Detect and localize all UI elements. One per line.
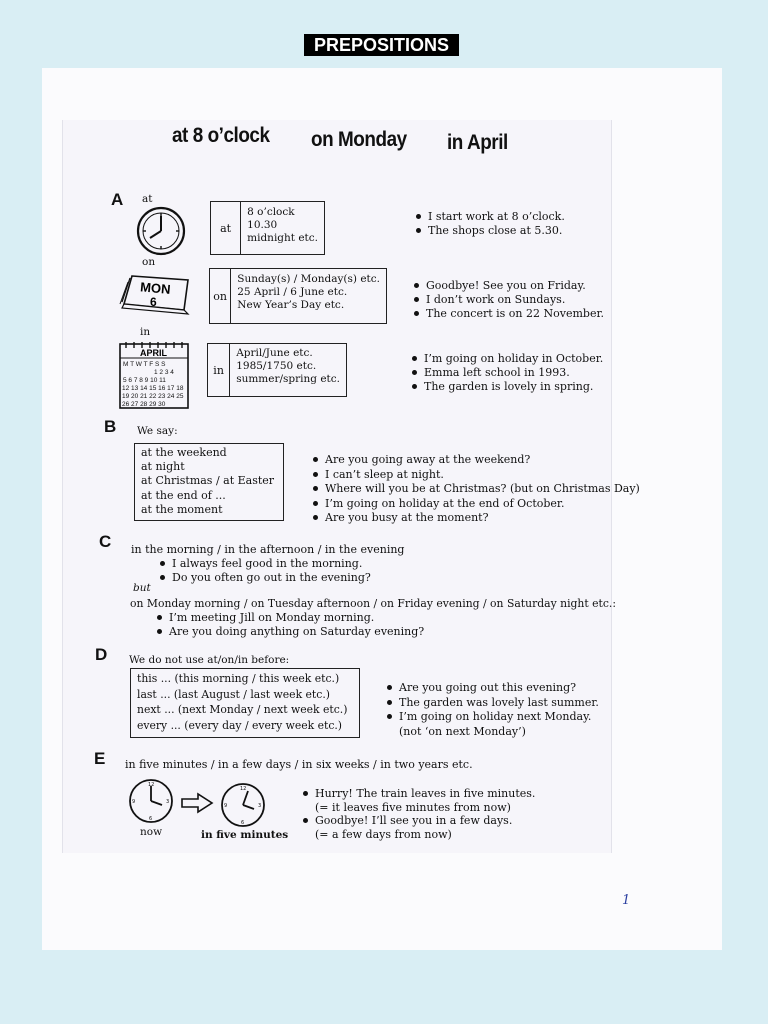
section-d-examples	[387, 681, 599, 739]
section-b-letter: B	[104, 417, 117, 436]
section-d-intro: We do not use at/on/in before:	[129, 654, 290, 666]
example-sentence: Goodbye! I’ll see you in a few days.	[315, 814, 513, 827]
example-sentence: The concert is on 22 November.	[426, 307, 604, 320]
on-box	[209, 268, 387, 324]
at-box	[210, 201, 325, 255]
svg-text:9: 9	[132, 799, 136, 805]
svg-text:12: 12	[148, 782, 155, 788]
day-card-day: MON	[139, 279, 172, 297]
svg-text:6: 6	[149, 816, 153, 822]
svg-text:6: 6	[241, 820, 245, 826]
example-sentence: Do you often go out in the evening?	[172, 571, 371, 584]
box-item: at the end of ...	[141, 488, 226, 502]
on-box-item: 25 April / 6 June etc.	[237, 286, 348, 298]
example-note: (= a few days from now)	[315, 827, 452, 841]
section-d-letter: D	[95, 645, 108, 664]
svg-text:3: 3	[258, 803, 262, 809]
section-c-examples2	[157, 611, 424, 639]
section-d-note: (not ‘on next Monday’)	[399, 724, 526, 738]
clock-now-label: now	[140, 826, 163, 838]
on-box-item: Sunday(s) / Monday(s) etc.	[237, 273, 380, 285]
page-number: 1	[622, 893, 631, 908]
section-b-examples	[313, 453, 640, 526]
box-item: at night	[141, 460, 185, 474]
example-sentence: The garden was lovely last summer.	[399, 695, 599, 709]
in-box-label: in	[208, 344, 230, 396]
example-sentence: I’m going on holiday next Monday.	[399, 710, 592, 723]
svg-text:9: 9	[224, 803, 228, 809]
clock-now-icon	[128, 778, 174, 824]
example-sentence: I’m meeting Jill on Monday morning.	[169, 611, 375, 624]
example-sentence: Goodbye! See you on Friday.	[426, 279, 586, 292]
arrow-right-icon	[180, 792, 214, 814]
box-item: next ... (next Monday / next week etc.)	[137, 703, 348, 716]
svg-text:19 20 21 22 23 24 25: 19 20 21 22 23 24 25	[122, 393, 184, 400]
svg-text:26 27 28 29 30: 26 27 28 29 30	[122, 401, 166, 408]
in-box-item: summer/spring etc.	[236, 373, 340, 385]
calendar-month: APRIL	[140, 348, 167, 358]
example-sentence: I’m going on holiday in October.	[424, 352, 604, 365]
at-box-item: 10.30	[247, 219, 278, 231]
svg-text:12: 12	[240, 786, 247, 792]
icon-label-in: in	[140, 326, 151, 338]
day-card-date: 6	[150, 295, 157, 309]
heading-at: at 8 o’clock	[172, 124, 270, 147]
clock-later-icon	[220, 782, 266, 828]
on-examples	[414, 279, 604, 321]
section-a-letter: A	[111, 190, 124, 209]
example-sentence: Are you busy at the moment?	[325, 511, 489, 524]
at-box-item: midnight etc.	[247, 232, 318, 244]
example-sentence: I can’t sleep at night.	[325, 467, 444, 481]
example-sentence: Hurry! The train leaves in five minutes.	[315, 787, 536, 800]
section-d-box	[130, 668, 360, 738]
example-note: (= it leaves five minutes from now)	[315, 800, 511, 814]
box-item: every ... (every day / every week etc.)	[137, 718, 343, 732]
example-sentence: Emma left school in 1993.	[424, 366, 570, 379]
box-item: last ... (last August / last week etc.)	[137, 687, 330, 701]
in-box-item: April/June etc.	[236, 347, 313, 359]
box-item: at the moment	[141, 502, 223, 516]
section-c-line1: in the morning / in the afternoon / in the evening	[131, 543, 405, 556]
section-c-examples1	[160, 557, 371, 585]
in-box	[207, 343, 347, 397]
svg-text:5 6 7 8 9 10 11: 5 6 7 8 9 10 11	[123, 377, 166, 384]
example-sentence: I always feel good in the morning.	[172, 557, 363, 570]
icon-label-at: at	[142, 193, 153, 205]
svg-text:M T W T F S S: M T W T F S S	[123, 361, 166, 368]
svg-text:1 2 3 4: 1 2 3 4	[154, 369, 174, 376]
at-box-item: 8 o’clock	[247, 206, 295, 218]
example-sentence: I start work at 8 o’clock.	[428, 210, 565, 223]
example-sentence: The shops close at 5.30.	[428, 224, 563, 237]
heading-in: in April	[447, 131, 508, 154]
in-box-item: 1985/1750 etc.	[236, 360, 317, 372]
box-item: at the weekend	[141, 446, 227, 459]
svg-text:3: 3	[166, 799, 170, 805]
box-item: at Christmas / at Easter	[141, 474, 275, 488]
example-sentence: The garden is lovely in spring.	[424, 380, 594, 393]
example-sentence: I’m going on holiday at the end of October.	[325, 496, 565, 510]
calendar-icon	[118, 340, 190, 410]
section-b-intro: We say:	[137, 425, 178, 437]
day-card-icon	[118, 270, 194, 318]
document-title: PREPOSITIONS	[304, 34, 459, 56]
at-examples	[416, 210, 565, 238]
example-sentence: Are you doing anything on Saturday evening?	[169, 625, 425, 638]
section-c-but: but	[133, 582, 151, 594]
example-sentence: Where will you be at Christmas? (but on Christmas Day)	[325, 482, 640, 495]
on-box-item: New Year’s Day etc.	[237, 299, 345, 311]
svg-text:12 13 14 15 16 17 18: 12 13 14 15 16 17 18	[122, 385, 184, 392]
example-sentence: Are you going away at the weekend?	[325, 453, 531, 466]
heading-on: on Monday	[311, 128, 407, 151]
in-examples	[412, 352, 603, 394]
section-e-line: in five minutes / in a few days / in six weeks / in two years etc.	[125, 758, 473, 771]
section-c-line2: on Monday morning / on Tuesday afternoon / on Friday evening / on Saturday night etc.:	[130, 597, 616, 610]
section-e-letter: E	[94, 749, 106, 768]
icon-label-on: on	[142, 256, 156, 268]
on-box-label: on	[210, 269, 231, 323]
box-item: this ... (this morning / this week etc.)	[137, 672, 340, 685]
section-e-examples	[303, 787, 535, 841]
clock-icon	[136, 206, 186, 256]
clock-later-label: in five minutes	[201, 829, 289, 841]
at-box-label: at	[211, 202, 241, 254]
example-sentence: Are you going out this evening?	[399, 681, 577, 694]
section-c-letter: C	[99, 532, 112, 551]
section-b-box	[134, 443, 284, 521]
example-sentence: I don’t work on Sundays.	[426, 293, 566, 306]
